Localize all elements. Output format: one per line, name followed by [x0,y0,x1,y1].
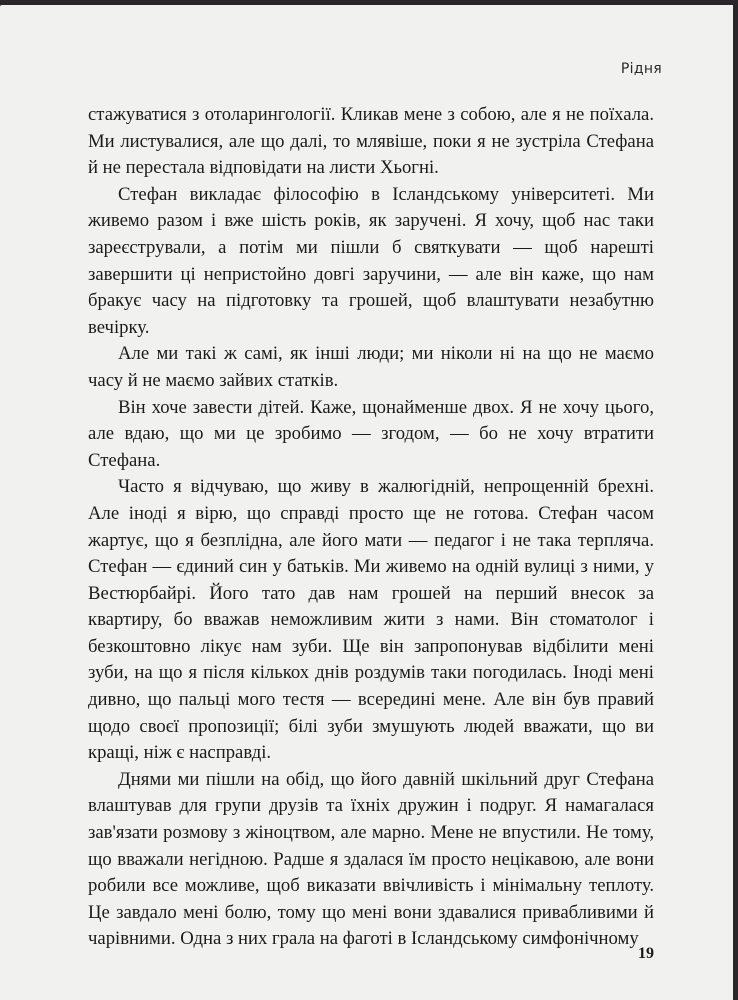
paragraph: Він хоче завести дітей. Каже, щонайменше двох. Я не хочу цього, але вдаю, що ми це зробимо — згодом, — бо не хочу втратити Стефана. [88,396,654,471]
running-head: Рідня [620,61,662,77]
paragraph: Часто я відчуваю, що живу в жалюгідній, непрощенній брехні. Але іноді я вірю, що справді просто ще не готова. Стефан часом жартує, що я безплідна, але його мати — педагог і не така терпляча. Стефан — єдиний син у батьків. Ми живемо на одній вулиці з ними, у Вестюрбайрі. Його тато дав нам грошей на перший внесок за квартиру, бо вважав неможливим жити з нами. Він стоматолог і безкоштовно лікує нам зуби. Ще він запропонував відбілити мені зуби, на що я після кількох днів роздумів таки погодилась. Іноді мені дивно, що пальці мого тестя — всередині мене. Але він був правий щодо своєї пропозиції; білі зуби змушують людей вважати, що ви кращі, ніж є насправді. [88,476,654,764]
book-page [0,5,733,1000]
body-text [88,102,654,953]
page-number: 19 [638,945,654,962]
paragraph: стажуватися з отоларингології. Кликав мене з собою, але я не поїхала. Ми листувалися, але що далі, то млявіше, поки я не зустріла Стефана й не перестала відповідати на листи Хьогні. [88,104,654,179]
paragraph: Днями ми пішли на обід, що його давній шкільний друг Стефана влаштував для групи друзів та їхніх дружин і подруг. Я намагалася зав'язати розмову з жіноцтвом, але марно. Мене не впустили. Не тому, що вважали негідною. Радше я здалася їм просто нецікавою, але вони робили все можливе, щоб виказати ввічливість і мінімальну теплоту. Це завдало мені болю, тому що мені вони здавалися привабливими й чарівними. Одна з них грала на фаготі в Ісландському симфонічному [88,768,654,950]
paragraph: Але ми такі ж самі, як інші люди; ми ніколи ні на що не маємо часу й не маємо зайвих статків. [88,343,654,391]
paragraph: Стефан викладає філософію в Ісландському університеті. Ми живемо разом і вже шість років, як заручені. Я хочу, щоб нас таки зареєстрували, а потім ми пішли б святкувати — щоб нарешті завершити ці непристойно довгі заручини, — але він каже, що нам бракує часу на підготовку та грошей, щоб влаштувати незабутню вечірку. [88,183,654,338]
